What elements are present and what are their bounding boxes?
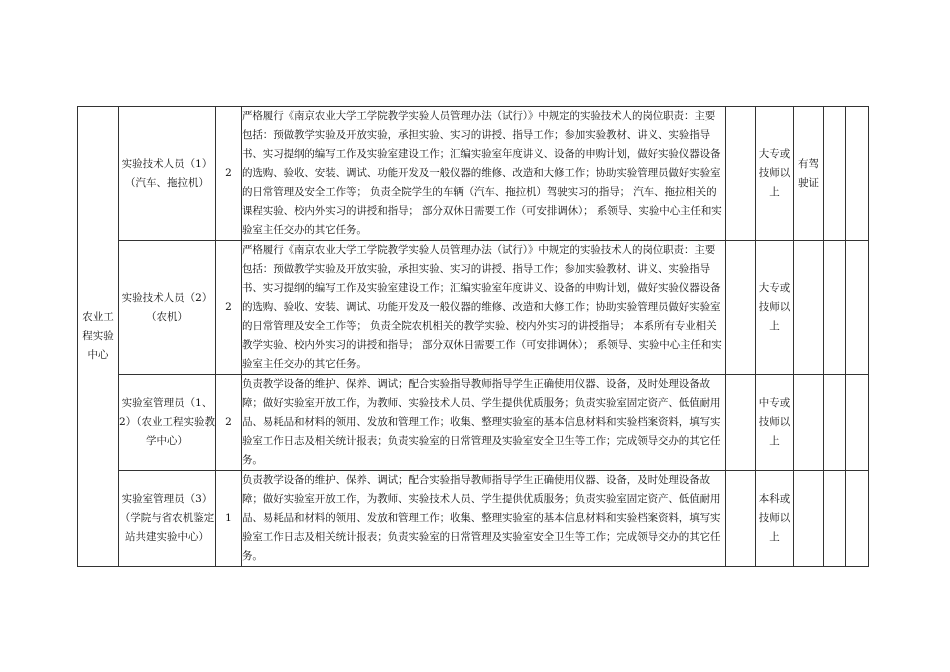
empty-cell — [824, 471, 846, 567]
table-row — [78, 241, 869, 375]
empty-cell — [846, 241, 869, 375]
table-row — [78, 107, 869, 241]
empty-cell — [726, 375, 756, 471]
position-cell: 实验室管理员（1、2）（农业工程实验教学中心） — [119, 375, 216, 471]
empty-cell — [846, 471, 869, 567]
other-requirement-cell: 有驾驶证 — [794, 107, 824, 241]
duties-cell: 负责教学设备的维护、保养、调试；配合实验指导教师指导学生正确使用仪器、设备，及时处理设备故障；做好实验室开放工作，为教师、实验技术人员、学生提供优质服务；负责实验室固定资产、低值耐用品、易耗品和材料的领用、发放和管理工作；收集、整理实验室的基本信息材料和实验档案资料，填写实验室工作日志及相关统计报表；负责实验室的日常管理及实验室安全卫生等工作；完成领导交办的其它任务。 — [242, 375, 726, 471]
position-cell: 实验技术人员（1）（汽车、拖拉机） — [119, 107, 216, 241]
empty-cell — [726, 471, 756, 567]
count-cell: 2 — [216, 241, 242, 375]
other-requirement-cell — [794, 375, 824, 471]
empty-cell — [824, 107, 846, 241]
duties-cell: 负责教学设备的维护、保养、调试；配合实验指导教师指导学生正确使用仪器、设备，及时处理设备故障；做好实验室开放工作，为教师、实验技术人员、学生提供优质服务；负责实验室固定资产、低值耐用品、易耗品和材料的领用、发放和管理工作；收集、整理实验室的基本信息材料和实验档案资料，填写实验室工作日志及相关统计报表；负责实验室的日常管理及实验室安全卫生等工作；完成领导交办的其它任务。 — [242, 471, 726, 567]
count-cell: 1 — [216, 471, 242, 567]
empty-cell — [824, 375, 846, 471]
other-requirement-cell — [794, 471, 824, 567]
empty-cell — [846, 107, 869, 241]
empty-cell — [726, 241, 756, 375]
education-cell: 大专或技师以上 — [756, 241, 794, 375]
education-cell: 中专或技师以上 — [756, 375, 794, 471]
table-row — [78, 471, 869, 567]
count-cell: 2 — [216, 107, 242, 241]
duties-cell: 严格履行《南京农业大学工学院教学实验人员管理办法（试行）》中规定的实验技术人的岗位职责：主要包括：预做教学实验及开放实验，承担实验、实习的讲授、指导工作；参加实验教材、讲义、实验指导书、实习提纲的编写工作及实验室建设工作；汇编实验室年度讲义、设备的申购计划，做好实验仪器设备的选购、验收、安装、调试、功能开发及一般仪器的维修、改造和大修工作；协助实验管理员做好实验室的日常管理及安全工作等； 负责全院学生的车辆（汽车、拖拉机）驾驶实习的指导； 汽车、拖拉相关的课程实验、校内外实习的讲授和指导； 部分双休日需要工作（可安排调休）； 系领导、实验中心主任和实验室主任交办的其它任务。 — [242, 107, 726, 241]
department-cell: 农业工程实验中心 — [78, 107, 119, 567]
empty-cell — [726, 107, 756, 241]
education-cell: 大专或技师以上 — [756, 107, 794, 241]
education-cell: 本科或技师以上 — [756, 471, 794, 567]
table-row — [78, 375, 869, 471]
count-cell: 2 — [216, 375, 242, 471]
position-cell: 实验室管理员（3）（学院与省农机鉴定站共建实验中心） — [119, 471, 216, 567]
other-requirement-cell — [794, 241, 824, 375]
empty-cell — [824, 241, 846, 375]
recruitment-table — [77, 106, 869, 567]
duties-cell: 严格履行《南京农业大学工学院教学实验人员管理办法（试行）》中规定的实验技术人的岗位职责：主要包括：预做教学实验及开放实验，承担实验、实习的讲授、指导工作；参加实验教材、讲义、实验指导书、实习提纲的编写工作及实验室建设工作；汇编实验室年度讲义、设备的申购计划，做好实验仪器设备的选购、验收、安装、调试、功能开发及一般仪器的维修、改造和大修工作；协助实验管理员做好实验室的日常管理及安全工作等； 负责全院农机相关的教学实验、校内外实习的讲授指导； 本系所有专业相关教学实验、校内外实习的讲授和指导； 部分双休日需要工作（可安排调休）； 系领导、实验中心主任和实验室主任交办的其它任务。 — [242, 241, 726, 375]
empty-cell — [846, 375, 869, 471]
position-cell: 实验技术人员（2）（农机） — [119, 241, 216, 375]
